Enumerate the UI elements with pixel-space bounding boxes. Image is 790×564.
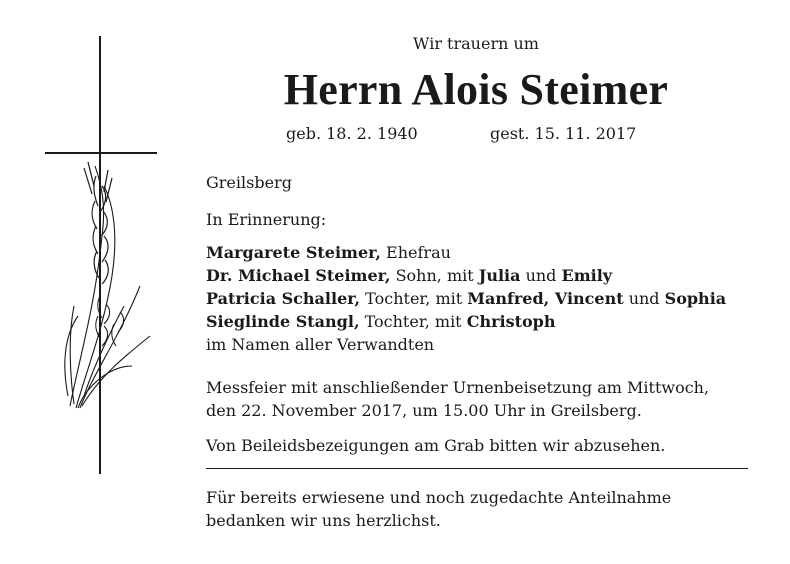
mourner-relation: und <box>623 289 665 308</box>
birth-date: geb. 18. 2. 1940 <box>286 124 418 143</box>
thanks-line-2: bedanken wir uns herzlichst. <box>206 511 441 530</box>
thanks-line-1: Für bereits erwiesene und noch zugedachte Anteilnahme <box>206 488 672 507</box>
mourner-name: Julia <box>478 266 521 285</box>
service-line-1: Messfeier mit anschließender Urnenbeisetzung am Mittwoch, <box>206 378 710 397</box>
mourner-name: Emily <box>561 266 613 285</box>
mourner-name: Margarete Steimer, <box>206 243 381 262</box>
death-date: gest. 15. 11. 2017 <box>490 124 637 143</box>
mourner-relation: Tochter, mit <box>360 289 468 308</box>
mourner-name: Sophia <box>664 289 727 308</box>
place: Greilsberg <box>206 173 292 192</box>
mourner-name: Manfred, Vincent <box>467 289 624 308</box>
service-info <box>206 376 766 422</box>
mourner-relation: im Namen aller Verwandten <box>206 335 435 354</box>
condolence-note: Von Beileidsbezeigungen am Grab bitten wir abzusehen. <box>206 436 666 455</box>
mourners-list <box>206 241 766 356</box>
service-line-2: den 22. November 2017, um 15.00 Uhr in Greilsberg. <box>206 401 642 420</box>
mourner-name: Sieglinde Stangl, <box>206 312 360 331</box>
mourner-name: Dr. Michael Steimer, <box>206 266 391 285</box>
cross-with-wheat-icon <box>40 36 170 476</box>
mourner-line <box>206 333 766 356</box>
intro-text: Wir trauern um <box>413 34 539 53</box>
mourner-relation: Tochter, mit <box>359 312 467 331</box>
mourner-name: Christoph <box>466 312 556 331</box>
thanks-note <box>206 486 766 532</box>
mourner-line <box>206 241 766 264</box>
mourner-relation: Ehefrau <box>380 243 451 262</box>
memory-heading: In Erinnerung: <box>206 210 327 229</box>
deceased-name: Herrn Alois Steimer <box>283 65 669 114</box>
mourner-line <box>206 287 766 310</box>
mourner-name: Patricia Schaller, <box>206 289 361 308</box>
mourner-relation: Sohn, mit <box>390 266 479 285</box>
mourner-line <box>206 264 766 287</box>
mourner-relation: und <box>520 266 562 285</box>
divider <box>206 468 748 469</box>
mourner-line <box>206 310 766 333</box>
